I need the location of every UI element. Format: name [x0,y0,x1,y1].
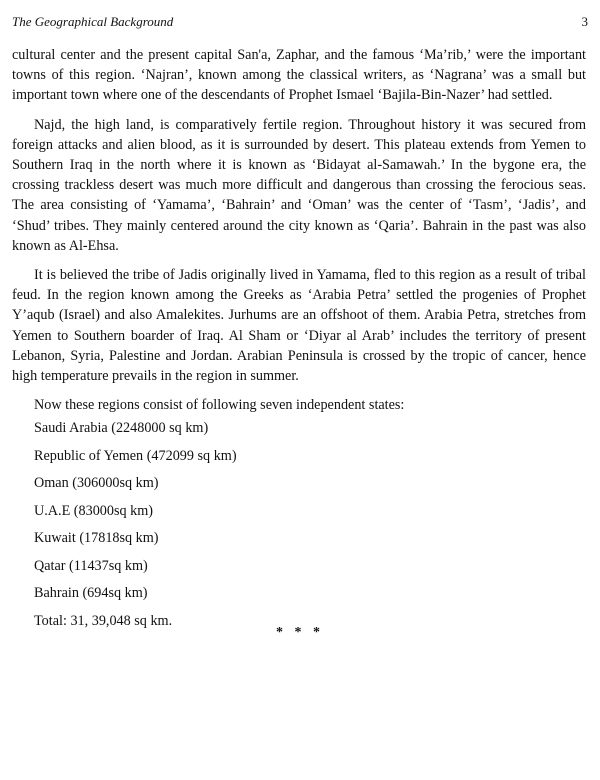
paragraph: Najd, the high land, is comparatively fertile region. Throughout history it was secured from foreign attacks and alien blood, as it is surrounded by desert. This plateau extends from Yemen to Southern Iraq in the north where it is known as ‘Bidayat al-Samawah.’ In the bygone era, the crossing trackless desert was much more difficult and dangerous than crossing the ferocious seas. The area consisting of ‘Yamama’, ‘Bahrain’ and ‘Oman’ was the center of ‘Tasm’, ‘Jadis’, and ‘Shud’ tribes. They mainly centered around the city known as ‘Qaria’. Bahrain in the past was also known as Al-Ehsa. [12,116,586,254]
header-title: The Geographical Background [12,14,174,29]
section-divider: * * * [276,625,324,640]
paragraph: It is believed the tribe of Jadis originally lived in Yamama, fled to this region as a result of tribal feud. In the region known among the Greeks as ‘Arabia Petra’ settled the progenies of Prophet Y’aqub (Israel) and also Amalekites. Jurhums are an offshoot of them. Arabia Petra, stretches from Yemen to Southern boarder of Iraq. Al Sham or ‘Diyar al Arab’ includes the territory of present Lebanon, Syria, Palestine and Jordan. Arabian Peninsula is crossed by the tropic of cancer, hence high temperature prevails in the region in summer. [12,267,586,385]
state-item: Republic of Yemen (472099 sq km) [34,447,237,464]
state-item: Saudi Arabia (2248000 sq km) [34,420,209,437]
body-text [12,45,586,635]
state-item: Oman (306000sq km) [34,475,159,492]
states-list [12,415,586,608]
page-number: 3 [581,14,588,29]
total-area: Total: 31, 39,048 sq km. [34,612,173,629]
states-intro: Now these regions consist of following seven independent states: [34,397,405,414]
state-item: Bahrain (694sq km) [34,585,148,602]
running-header [12,14,588,32]
state-item: Qatar (11437sq km) [34,557,148,574]
state-item: U.A.E (83000sq km) [34,502,154,519]
paragraph: cultural center and the present capital San'a, Zaphar, and the famous ‘Ma’rib,’ were the important towns of this region. ‘Najran’, known among the classical writers, as ‘Nagrana’ was a small but important town where one of the descendants of Prophet Ismael ‘Bajila-Bin-Nazer’ had settled. [12,47,586,104]
state-item: Kuwait (17818sq km) [34,530,159,547]
